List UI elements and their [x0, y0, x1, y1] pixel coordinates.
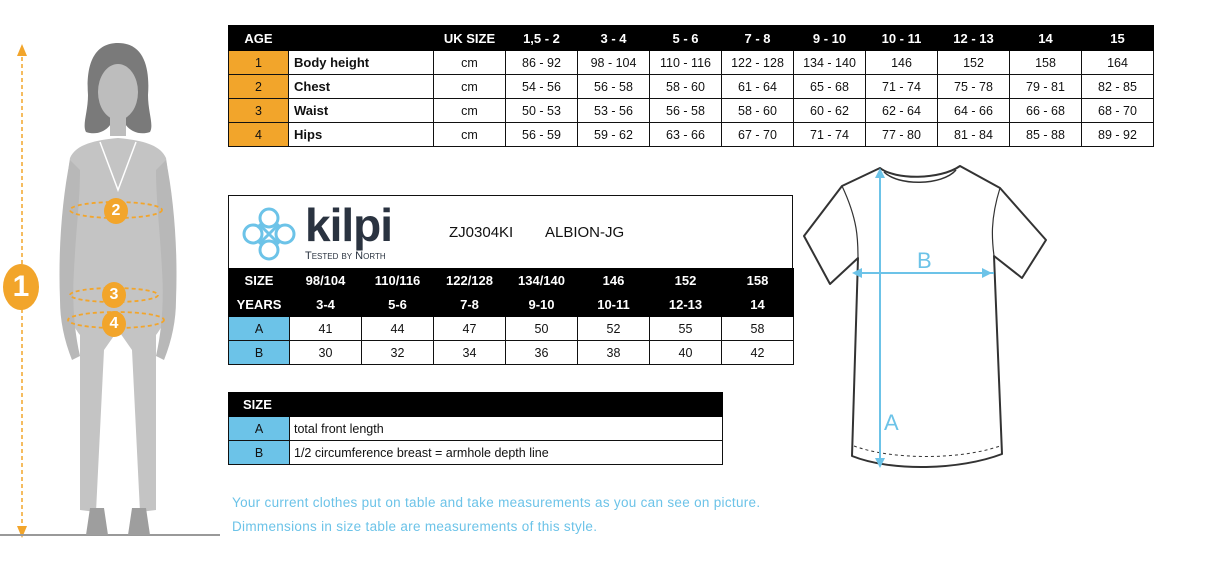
table-cell: 71 - 74	[794, 123, 866, 147]
table-cell: 81 - 84	[938, 123, 1010, 147]
table-cell: 79 - 81	[1010, 75, 1082, 99]
instruction-note-2: Dimmensions in size table are measurements of this style.	[232, 519, 598, 534]
table-cell: 56 - 58	[578, 75, 650, 99]
header-age-col: 3 - 4	[578, 26, 650, 51]
row-label: Body height	[289, 51, 434, 75]
tshirt-diagram	[800, 160, 1050, 480]
table-cell: 32	[362, 341, 434, 365]
table-cell: 98 - 104	[578, 51, 650, 75]
table-cell: 40	[650, 341, 722, 365]
shirt-label-a: A	[884, 410, 899, 435]
size-value: 152	[650, 269, 722, 293]
table-cell: 89 - 92	[1082, 123, 1154, 147]
table-cell: 110 - 116	[650, 51, 722, 75]
table-row	[229, 123, 1154, 147]
row-unit: cm	[434, 75, 506, 99]
row-unit: cm	[434, 51, 506, 75]
table-cell: 56 - 59	[506, 123, 578, 147]
table-cell: 77 - 80	[866, 123, 938, 147]
header-blank	[289, 26, 434, 51]
table-cell: 86 - 92	[506, 51, 578, 75]
table-cell: 66 - 68	[1010, 99, 1082, 123]
years-value: 3-4	[290, 293, 362, 317]
table-cell: 58 - 60	[650, 75, 722, 99]
table-cell: 63 - 66	[650, 123, 722, 147]
row-label: B	[229, 341, 290, 365]
table-cell: 158	[1010, 51, 1082, 75]
size-value: 98/104	[290, 269, 362, 293]
years-header-row	[229, 293, 794, 317]
table-cell: 41	[290, 317, 362, 341]
table-cell: 56 - 58	[650, 99, 722, 123]
table-row	[229, 441, 723, 465]
table-cell: 61 - 64	[722, 75, 794, 99]
legend-header: SIZE	[229, 393, 723, 417]
measurement-legend-table	[228, 392, 723, 465]
marker-waist-label: 3	[109, 286, 119, 303]
size-value: 110/116	[362, 269, 434, 293]
row-label: Waist	[289, 99, 434, 123]
instruction-note: Your current clothes put on table and take measurements as you can see on picture.	[232, 495, 761, 510]
table-row	[229, 417, 723, 441]
header-age-col: 15	[1082, 26, 1154, 51]
table-cell: 122 - 128	[722, 51, 794, 75]
table-cell: 65 - 68	[794, 75, 866, 99]
header-age-col: 12 - 13	[938, 26, 1010, 51]
legend-text: total front length	[290, 417, 723, 441]
marker-chest-label: 2	[111, 202, 121, 219]
table-row	[229, 317, 794, 341]
table-cell: 58 - 60	[722, 99, 794, 123]
legend-header-row	[229, 393, 723, 417]
header-age-col: 9 - 10	[794, 26, 866, 51]
table-cell: 50	[506, 317, 578, 341]
row-unit: cm	[434, 99, 506, 123]
header-age: AGE	[229, 26, 289, 51]
size-value: 134/140	[506, 269, 578, 293]
table-row	[229, 341, 794, 365]
table-cell: 47	[434, 317, 506, 341]
header-uk-size: UK SIZE	[434, 26, 506, 51]
table-cell: 59 - 62	[578, 123, 650, 147]
table-cell: 68 - 70	[1082, 99, 1154, 123]
table-cell: 53 - 56	[578, 99, 650, 123]
years-value: 9-10	[506, 293, 578, 317]
row-number: 1	[229, 51, 289, 75]
table-cell: 82 - 85	[1082, 75, 1154, 99]
table-cell: 62 - 64	[866, 99, 938, 123]
table-cell: 38	[578, 341, 650, 365]
table-cell: 75 - 78	[938, 75, 1010, 99]
table-cell: 52	[578, 317, 650, 341]
years-value: 14	[722, 293, 794, 317]
row-number: 3	[229, 99, 289, 123]
marker-chest	[104, 198, 128, 224]
marker-height-label: 1	[12, 270, 30, 303]
years-label: YEARS	[229, 293, 290, 317]
size-value: 146	[578, 269, 650, 293]
years-value: 12-13	[650, 293, 722, 317]
body-size-header-row	[229, 26, 1154, 51]
product-name: ALBION-JG	[545, 224, 625, 241]
table-cell: 54 - 56	[506, 75, 578, 99]
legend-label: A	[229, 417, 290, 441]
kilpi-logo-text: kilpi	[305, 199, 393, 251]
table-row	[229, 99, 1154, 123]
product-size-table	[228, 268, 794, 365]
kilpi-logo-icon	[237, 204, 301, 264]
table-cell: 64 - 66	[938, 99, 1010, 123]
header-age-col: 1,5 - 2	[506, 26, 578, 51]
years-value: 5-6	[362, 293, 434, 317]
row-number: 2	[229, 75, 289, 99]
row-unit: cm	[434, 123, 506, 147]
brand-box	[228, 195, 793, 269]
brand-tagline: Tested by North	[305, 250, 386, 262]
marker-hips	[102, 311, 126, 337]
years-value: 7-8	[434, 293, 506, 317]
body-size-table	[228, 25, 1154, 147]
size-label: SIZE	[229, 269, 290, 293]
row-number: 4	[229, 123, 289, 147]
legend-text: 1/2 circumference breast = armhole depth line	[290, 441, 723, 465]
table-cell: 58	[722, 317, 794, 341]
table-cell: 55	[650, 317, 722, 341]
table-cell: 67 - 70	[722, 123, 794, 147]
table-cell: 60 - 62	[794, 99, 866, 123]
size-value: 122/128	[434, 269, 506, 293]
table-cell: 34	[434, 341, 506, 365]
table-cell: 36	[506, 341, 578, 365]
table-cell: 85 - 88	[1010, 123, 1082, 147]
marker-height	[3, 264, 39, 310]
header-age-col: 5 - 6	[650, 26, 722, 51]
header-age-col: 10 - 11	[866, 26, 938, 51]
table-cell: 134 - 140	[794, 51, 866, 75]
table-cell: 44	[362, 317, 434, 341]
marker-hips-label: 4	[109, 315, 119, 332]
header-age-col: 14	[1010, 26, 1082, 51]
table-cell: 42	[722, 341, 794, 365]
table-row	[229, 51, 1154, 75]
header-age-col: 7 - 8	[722, 26, 794, 51]
size-header-row	[229, 269, 794, 293]
table-cell: 152	[938, 51, 1010, 75]
table-cell: 71 - 74	[866, 75, 938, 99]
row-label: A	[229, 317, 290, 341]
table-cell: 30	[290, 341, 362, 365]
years-value: 10-11	[578, 293, 650, 317]
row-label: Chest	[289, 75, 434, 99]
product-code: ZJ0304KI	[449, 224, 514, 241]
shirt-label-b: B	[917, 248, 932, 273]
table-cell: 50 - 53	[506, 99, 578, 123]
table-cell: 146	[866, 51, 938, 75]
legend-label: B	[229, 441, 290, 465]
marker-waist	[102, 282, 126, 308]
table-cell: 164	[1082, 51, 1154, 75]
row-label: Hips	[289, 123, 434, 147]
table-row	[229, 75, 1154, 99]
size-value: 158	[722, 269, 794, 293]
